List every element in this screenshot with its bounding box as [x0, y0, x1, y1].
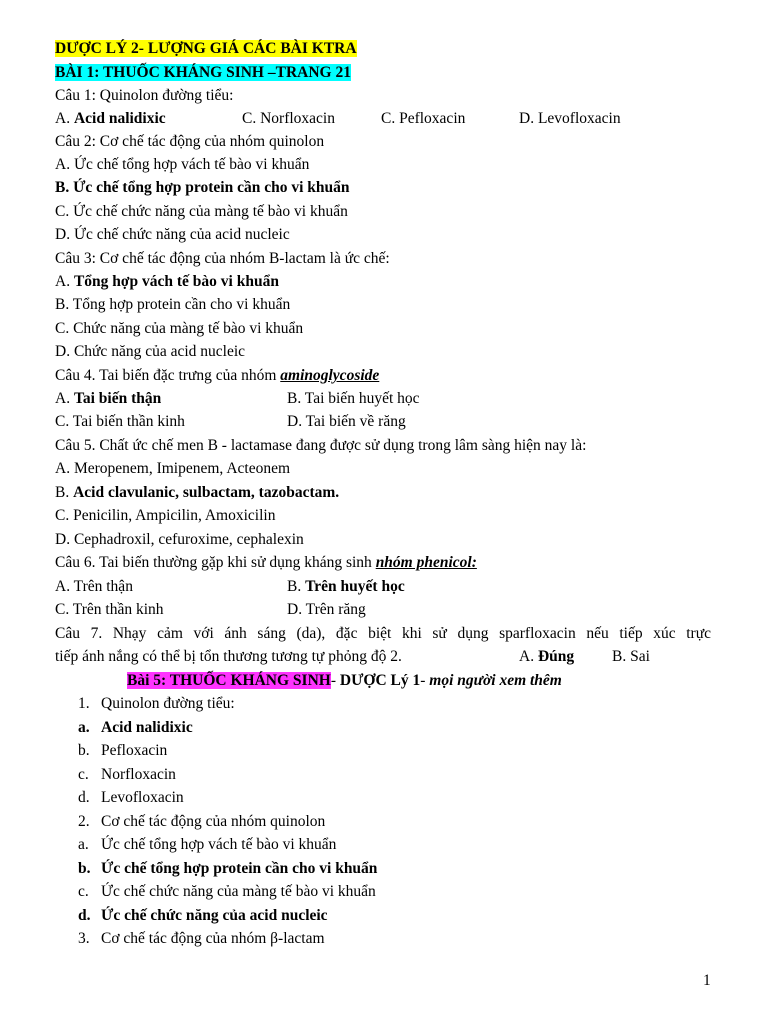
list-item-text: Ức chế chức năng của màng tế bào vi khuẩn: [101, 883, 376, 900]
q3-option-a-prefix: A.: [55, 273, 74, 290]
list-item-text: Cơ chế tác động của nhóm quinolon: [101, 812, 326, 830]
list-item-text: Acid nalidixic: [101, 718, 193, 736]
q5-option-a: A. Meropenem, Imipenem, Acteonem: [55, 460, 291, 477]
q1-option-c: C. Pefloxacin: [381, 110, 466, 127]
q7-option-a: [519, 647, 574, 667]
list-item-marker: d.: [78, 906, 91, 924]
section-1-heading-text: BÀI 1: THUỐC KHÁNG SINH –TRANG 21: [55, 64, 351, 81]
q7-stem-line-1: Câu 7. Nhạy cảm với ánh sáng (da), đặc biệt khi sử dụng sparfloxacin nếu tiếp xúc trực: [55, 625, 711, 642]
q7-stem-line-2: tiếp ánh nắng có thể bị tổn thương tương tự phỏng độ 2.: [55, 648, 402, 665]
list-item-marker: 1.: [78, 695, 90, 712]
q2-option-b-answer: B. Ức chế tổng hợp protein cần cho vi khuẩn: [55, 179, 350, 196]
q3-option-c: C. Chức năng của màng tế bào vi khuẩn: [55, 320, 304, 337]
section-2-dash-2: -: [420, 672, 430, 689]
q4-stem-text: Câu 4. Tai biến đặc trưng của nhóm: [55, 367, 281, 384]
q5-stem: Câu 5. Chất ức chế men B - lactamase đang được sử dụng trong lâm sàng hiện nay là:: [55, 437, 587, 454]
q4-option-a-answer: Tai biến thận: [73, 390, 162, 407]
q2-option-a: A. Ức chế tổng hợp vách tế bào vi khuẩn: [55, 156, 310, 173]
page-number: 1: [703, 972, 711, 989]
q1-option-a-prefix: A.: [55, 110, 74, 127]
q1-option-a-answer: Acid nalidixic: [73, 110, 166, 127]
q5-option-c: C. Penicilin, Ampicilin, Amoxicilin: [55, 507, 276, 524]
q3-option-b: B. Tổng hợp protein cần cho vi khuẩn: [55, 296, 291, 313]
q3-option-a: [55, 272, 279, 292]
list-item-marker: b.: [78, 859, 91, 877]
q5-option-b-answer: Acid clavulanic, sulbactam, tazobactam.: [73, 484, 340, 501]
list-item-text: Pefloxacin: [101, 742, 168, 759]
list-item-text: Ức chế tổng hợp vách tế bào vi khuẩn: [101, 836, 337, 853]
q7-option-b: B. Sai: [612, 648, 650, 665]
q4-option-a: [55, 389, 161, 409]
q6-option-d: D. Trên răng: [287, 601, 366, 618]
q2-option-c: C. Ức chế chức năng của màng tế bào vi khuẩn: [55, 203, 348, 220]
q3-option-a-answer: Tổng hợp vách tế bào vi khuẩn: [73, 273, 279, 290]
list-item-marker: 2.: [78, 812, 90, 830]
q3-stem: Câu 3: Cơ chế tác động của nhóm B-lactam là ức chế:: [55, 250, 390, 267]
list-item-text: Norfloxacin: [101, 765, 176, 783]
list-item-marker: d.: [78, 789, 90, 806]
q7-option-a-prefix: A.: [519, 648, 538, 665]
doc-title: [55, 39, 357, 59]
section-1-heading: [55, 63, 351, 83]
q4-option-a-prefix: A.: [55, 390, 74, 407]
section-2-heading: [127, 671, 562, 691]
list-item-marker: c.: [78, 883, 89, 900]
q6-option-b-prefix: B.: [287, 578, 306, 595]
q6-option-b: [287, 577, 405, 597]
q1-option-a: [55, 109, 166, 129]
section-2-dash-1: -: [330, 672, 340, 689]
q6-stem-emphasis: nhóm phenicol:: [375, 554, 477, 571]
list-item-marker: a.: [78, 718, 90, 736]
list-item-text: Quinolon đường tiểu:: [101, 695, 235, 712]
q1-stem: Câu 1: Quinolon đường tiểu:: [55, 87, 234, 104]
q5-option-b-prefix: B.: [55, 484, 74, 501]
q6-option-b-answer: Trên huyết học: [305, 578, 405, 595]
q6-option-a: A. Trên thận: [55, 578, 133, 595]
q6-stem-text: Câu 6. Tai biến thường gặp khi sử dụng kháng sinh: [55, 554, 376, 571]
section-2-note: mọi người xem thêm: [429, 672, 562, 689]
q3-option-d: D. Chức năng của acid nucleic: [55, 343, 246, 360]
list-item-marker: a.: [78, 836, 89, 853]
section-2-heading-highlight: Bài 5: THUỐC KHÁNG SINH: [127, 672, 331, 689]
q6-stem: [55, 553, 477, 573]
q4-option-d: D. Tai biến về răng: [287, 413, 406, 430]
list-item-text: Levofloxacin: [101, 789, 184, 806]
list-item-marker: b.: [78, 742, 90, 759]
q2-option-d: D. Ức chế chức năng của acid nucleic: [55, 226, 290, 243]
doc-title-text: DƯỢC LÝ 2- LƯỢNG GIÁ CÁC BÀI KTRA: [55, 40, 357, 57]
q4-option-b: B. Tai biến huyết học: [287, 390, 420, 407]
q4-option-c: C. Tai biến thần kinh: [55, 413, 185, 430]
q4-stem-emphasis: aminoglycoside: [280, 367, 380, 384]
q5-option-d: D. Cephadroxil, cefuroxime, cephalexin: [55, 531, 304, 548]
q7-option-a-answer: Đúng: [537, 648, 575, 665]
q4-stem: [55, 366, 379, 386]
q1-option-d: D. Levofloxacin: [519, 110, 621, 127]
list-item-marker: c.: [78, 765, 89, 783]
q1-option-b: C. Norfloxacin: [242, 110, 335, 127]
q2-stem: Câu 2: Cơ chế tác động của nhóm quinolon: [55, 133, 325, 150]
q6-option-c: C. Trên thần kinh: [55, 601, 164, 618]
list-item-text: Ức chế tổng hợp protein cần cho vi khuẩn: [101, 859, 378, 877]
q5-option-b: [55, 483, 339, 503]
section-2-subject: DƯỢC Lý 1: [339, 672, 421, 689]
list-item-marker: 3.: [78, 930, 90, 947]
list-item-text: Cơ chế tác động của nhóm β-lactam: [101, 930, 325, 947]
list-item-text: Ức chế chức năng của acid nucleic: [101, 906, 328, 924]
